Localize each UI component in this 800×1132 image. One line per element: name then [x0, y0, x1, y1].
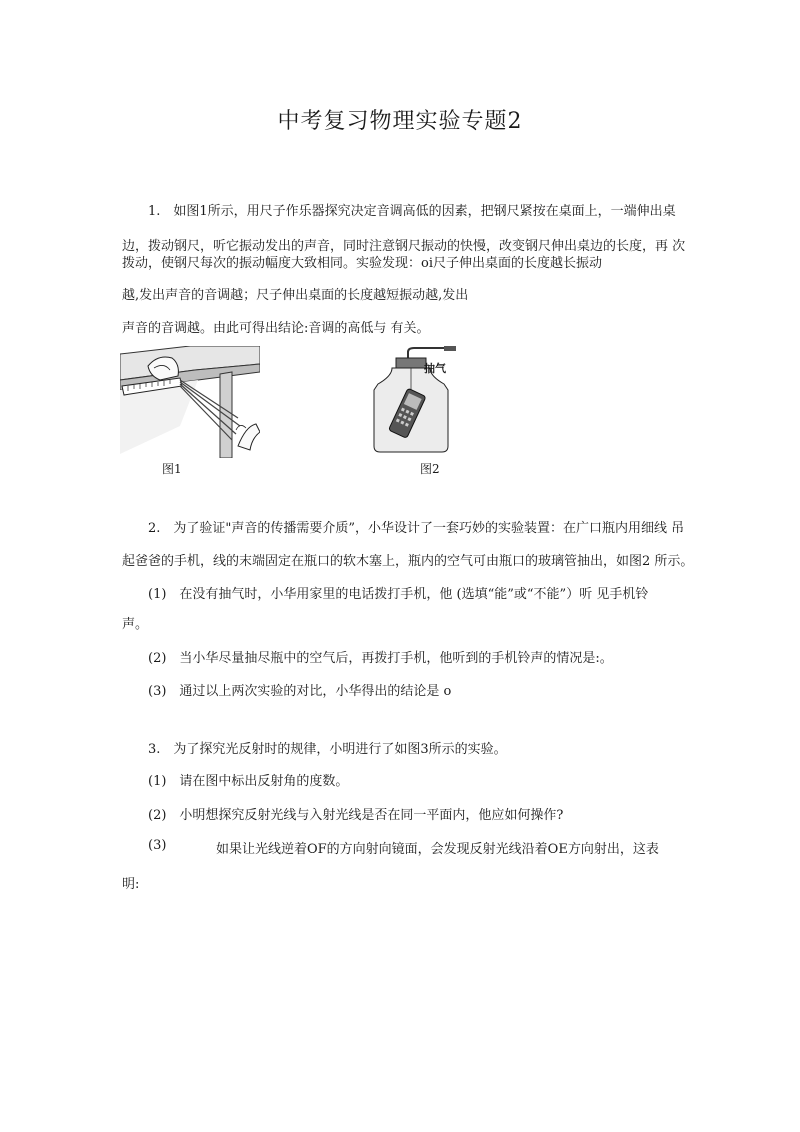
- q3-sub1: (1) 请在图中标出反射角的度数。: [148, 774, 349, 789]
- q1-line-4: 越,发出声音的音调越；尺子伸出桌面的长度越短振动越,发出: [122, 288, 469, 303]
- figure-2-label: 图2: [420, 462, 440, 476]
- q2-sub1-line-1: (1) 在没有抽气时，小华用家里的电话拨打手机，他 (选填“能”或“不能”）听 见手机铃: [148, 587, 649, 602]
- page-title: 中考复习物理实验专题2: [277, 109, 523, 134]
- figure-1-ruler-illustration: [120, 346, 260, 458]
- q1-line-5: 声音的音调越。由此可得出结论:音调的高低与 有关。: [122, 321, 430, 336]
- q2-line-1: 2. 为了验证"声音的传播需要介质”，小华设计了一套巧妙的实验装置：在广口瓶内用细线 吊: [148, 521, 685, 536]
- q3-sub2: (2) 小明想探究反射光线与入射光线是否在同一平面内，他应如何操作?: [148, 808, 564, 823]
- q3-sub3-line-2: 明:: [122, 877, 140, 892]
- q1-line-1: 1. 如图1所示，用尺子作乐器探究决定音调高低的因素，把钢尺紧按在桌面上，一端伸出桌: [148, 204, 676, 219]
- q2-sub3: (3) 通过以上两次实验的对比，小华得出的结论是 o: [148, 684, 452, 699]
- q1-line-2: 边，拨动钢尺，听它振动发出的声音，同时注意钢尺振动的快慢，改变钢尺伸出桌边的长度，再 次: [122, 239, 686, 254]
- q2-line-2: 起爸爸的手机，线的末端固定在瓶口的软木塞上，瓶内的空气可由瓶口的玻璃管抽出，如图2 所示。: [122, 554, 694, 569]
- pump-label: 抽气: [424, 362, 446, 375]
- q3-sub3-number: (3): [148, 838, 167, 853]
- q2-sub1-line-2: 声。: [122, 617, 149, 632]
- q3-sub3-text: 如果让光线逆着OF的方向射向镜面，会发现反射光线沿着OE方向射出，这表: [216, 842, 659, 857]
- q1-line-3: 拨动，使钢尺每次的振动幅度大致相同。实验发现：oi尺子伸出桌面的长度越长振动: [122, 256, 602, 271]
- figure-1-label: 图1: [162, 462, 182, 476]
- q2-sub2: (2) 当小华尽量抽尽瓶中的空气后，再拨打手机，他听到的手机铃声的情况是:。: [148, 651, 613, 666]
- q3-line-1: 3. 为了探究光反射时的规律，小明进行了如图3所示的实验。: [148, 742, 507, 757]
